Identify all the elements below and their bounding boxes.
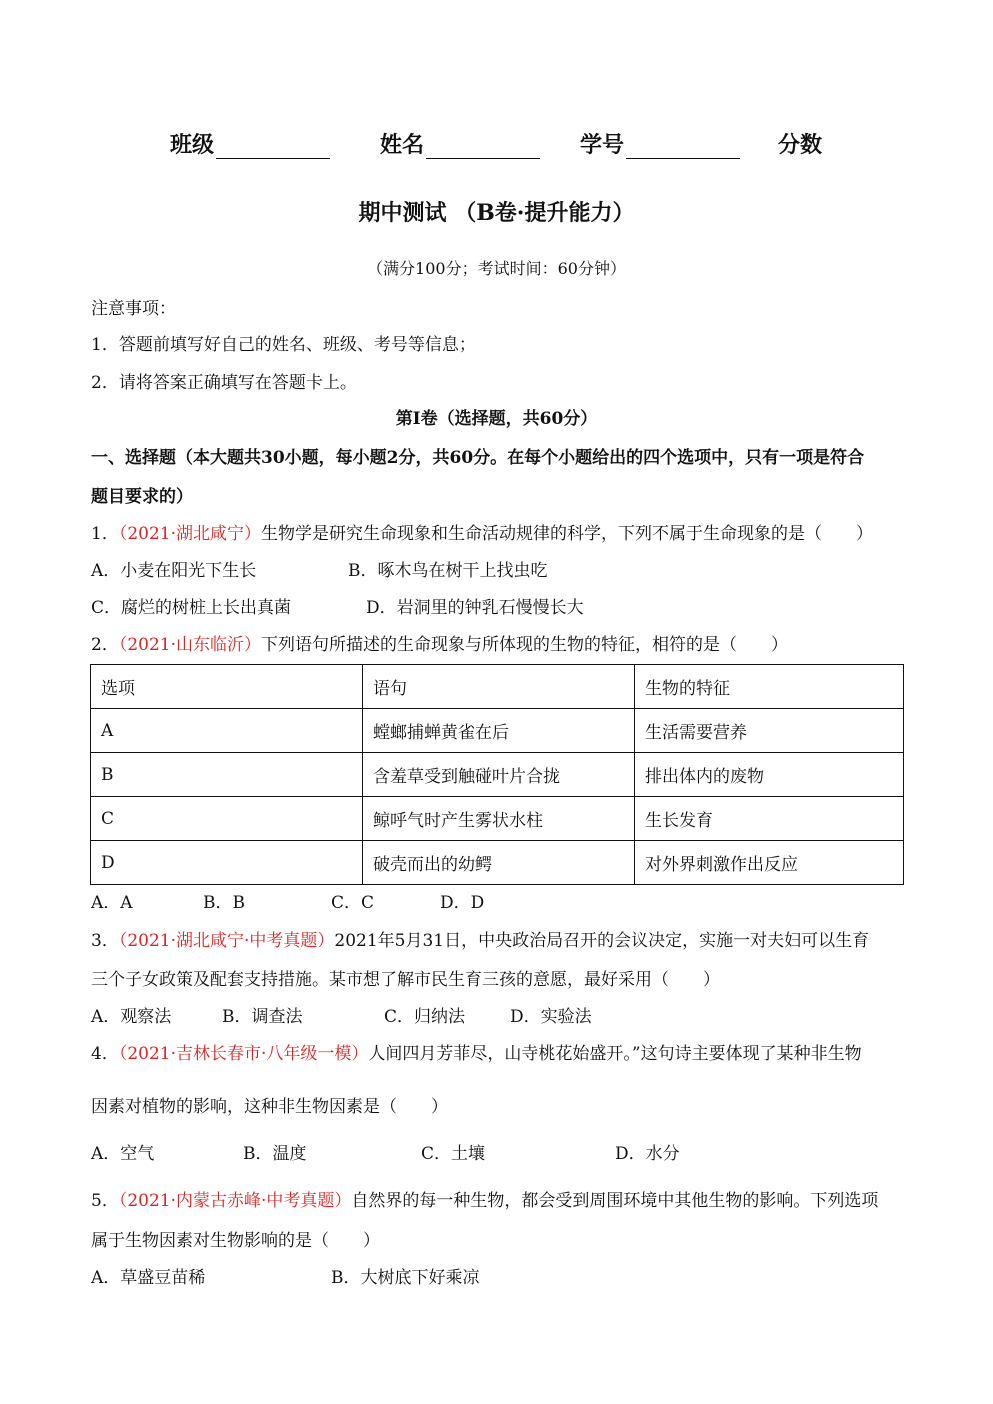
question-4-cont: 因素对植物的影响，这种非生物因素是（ ） [91, 1097, 448, 1117]
section1-line2: 题目要求的） [91, 487, 193, 507]
part1-title: 第Ⅰ卷（选择题，共60分） [395, 409, 598, 429]
q2-option-d[interactable]: D．D [440, 893, 485, 913]
q4-option-a[interactable]: A．空气 [91, 1144, 155, 1164]
q2-table [90, 664, 904, 885]
exam-title: 期中测试 （B卷·提升能力） [358, 200, 635, 226]
question-source: （2021·内蒙古赤峰·中考真题） [118, 1191, 352, 1211]
name-label: 姓名 [380, 132, 425, 158]
table-cell: 鲸呼气时产生雾状水柱 [363, 797, 635, 841]
class-field [170, 128, 330, 159]
q1-option-d[interactable]: D．岩洞里的钟乳石慢慢长大 [366, 598, 584, 618]
question-number: 5． [91, 1191, 119, 1211]
q4-option-d[interactable]: D．水分 [615, 1144, 680, 1164]
q2-option-c[interactable]: C．C [331, 893, 375, 913]
id-field [580, 128, 740, 159]
score-label: 分数 [778, 132, 823, 158]
question-source: （2021·湖北咸宁·中考真题） [118, 931, 335, 951]
table-header-row [91, 665, 904, 709]
question-source: （2021·湖北咸宁） [118, 524, 261, 544]
question-text: 下列语句所描述的生命现象与所体现的生物的特征，相符的是（ ） [261, 635, 788, 655]
question-number: 2． [91, 635, 119, 655]
question-3 [91, 926, 869, 951]
table-header-cell: 选项 [91, 665, 363, 709]
notes-heading: 注意事项： [91, 299, 176, 319]
exam-subtitle: （满分100分；考试时间：60分钟） [367, 259, 626, 278]
question-source: （2021·吉林长春市·八年级一模） [118, 1044, 369, 1064]
id-blank[interactable] [626, 136, 740, 159]
table-row [91, 753, 904, 797]
table-cell: 对外界刺激作出反应 [635, 841, 904, 885]
table-cell: 排出体内的废物 [635, 753, 904, 797]
section1-line1: 一、选择题（本大题共30小题，每小题2分，共60分。在每个小题给出的四个选项中，只有一项是符合 [91, 448, 865, 468]
table-cell: 含羞草受到触碰叶片合拢 [363, 753, 635, 797]
question-number: 3． [91, 931, 119, 951]
note-item-2: 2．请将答案正确填写在答题卡上。 [91, 373, 357, 393]
table-row [91, 841, 904, 885]
question-2 [91, 630, 788, 655]
q3-option-a[interactable]: A．观察法 [91, 1007, 172, 1027]
q4-option-b[interactable]: B．温度 [243, 1144, 307, 1164]
question-3-cont: 三个子女政策及配套支持措施。某市想了解市民生育三孩的意愿，最好采用（ ） [91, 970, 720, 990]
question-5-cont: 属于生物因素对生物影响的是（ ） [91, 1231, 380, 1251]
q4-option-c[interactable]: C．土壤 [421, 1144, 486, 1164]
table-cell: 生活需要营养 [635, 709, 904, 753]
q1-option-c[interactable]: C．腐烂的树桩上长出真菌 [91, 598, 292, 618]
table-header-cell: 生物的特征 [635, 665, 904, 709]
question-number: 4． [91, 1044, 119, 1064]
q1-option-a[interactable]: A．小麦在阳光下生长 [91, 561, 257, 581]
q2-option-a[interactable]: A．A [91, 893, 133, 913]
question-number: 1． [91, 524, 119, 544]
table-cell: 生长发育 [635, 797, 904, 841]
question-4 [91, 1039, 862, 1064]
q5-option-b[interactable]: B．大树底下好乘凉 [331, 1268, 480, 1288]
name-field [380, 128, 540, 159]
q3-option-b[interactable]: B．调查法 [222, 1007, 303, 1027]
q5-option-a[interactable]: A．草盛豆苗稀 [91, 1268, 206, 1288]
class-label: 班级 [170, 132, 215, 158]
table-cell: B [91, 753, 363, 797]
question-5 [91, 1186, 878, 1211]
table-cell: C [91, 797, 363, 841]
class-blank[interactable] [216, 136, 330, 159]
question-text: 人间四月芳菲尽，山寺桃花始盛开。”这句诗主要体现了某种非生物 [368, 1044, 862, 1064]
question-1 [91, 519, 873, 544]
table-cell: D [91, 841, 363, 885]
note-item-1: 1．答题前填写好自己的姓名、班级、考号等信息； [91, 335, 476, 355]
question-text: 2021年5月31日，中央政治局召开的会议决定，实施一对夫妇可以生育 [334, 931, 870, 951]
table-cell: A [91, 709, 363, 753]
table-row [91, 709, 904, 753]
q2-option-b[interactable]: B．B [203, 893, 245, 913]
score-field [778, 128, 822, 159]
table-row [91, 797, 904, 841]
table-cell: 破壳而出的幼鳄 [363, 841, 635, 885]
table-cell: 螳螂捕蝉黄雀在后 [363, 709, 635, 753]
name-blank[interactable] [426, 136, 540, 159]
question-source: （2021·山东临沂） [118, 635, 261, 655]
question-text: 自然界的每一种生物，都会受到周围环境中其他生物的影响。下列选项 [351, 1191, 879, 1211]
q3-option-d[interactable]: D．实验法 [510, 1007, 592, 1027]
q1-option-b[interactable]: B．啄木鸟在树干上找虫吃 [348, 561, 548, 581]
id-label: 学号 [580, 132, 625, 158]
question-text: 生物学是研究生命现象和生命活动规律的科学，下列不属于生命现象的是（ ） [261, 524, 873, 544]
q3-option-c[interactable]: C．归纳法 [384, 1007, 466, 1027]
table-header-cell: 语句 [363, 665, 635, 709]
